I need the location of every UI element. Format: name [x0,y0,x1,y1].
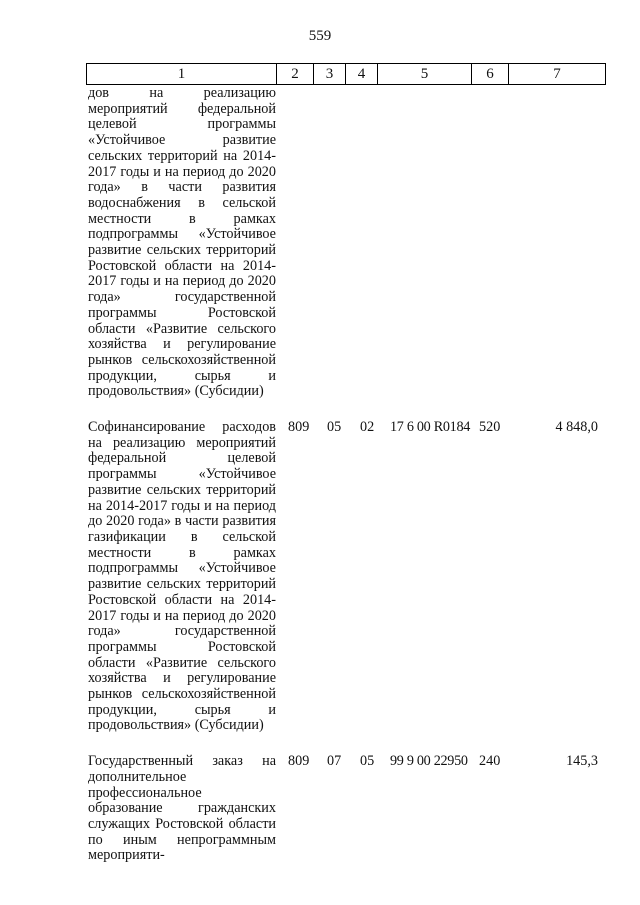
row-amount: 4 848,0 [555,419,598,436]
table-row [0,86,640,400]
column-header-row [86,63,606,85]
row-code-3: 07 [327,753,342,770]
table-row [0,754,640,864]
row-code-2: 809 [288,419,310,436]
table-row [0,420,640,734]
row-code-5: 17 6 00 R0184 [390,419,471,436]
row-description: Государственный заказ на дополнительное профессиональное образование гражданских служащих Ростовской области по иным непрограммным мероприяти- [88,753,276,864]
row-code-4: 02 [360,419,375,436]
row-description: Софинансирование расходов на реализацию мероприятий федеральной целевой программы «Устойчивое развитие сельских территорий на 2014-2017 годы и на период до 2020 года» в части развития газификации в сельской местности в рамках подпрограммы «Устойчивое развитие сельских территорий Ростовской области на 2014-2017 годы и на период до 2020 года» государственной программы Ростовской области «Развитие сельского хозяйства и регулирование рынков сельскохозяйственной продукции, сырья и продовольствия» (Субсидии) [88,419,276,734]
column-header-2: 2 [277,64,314,85]
table-body [0,86,640,884]
row-code-4: 05 [360,753,375,770]
row-description: дов на реализацию мероприятий федеральной целевой программы «Устойчивое развитие сельских территорий на 2014-2017 годы и на период до 2020 года» в части развития водоснабжения в сельской местности в рамках подпрограммы «Устойчивое развитие сельских территорий Ростовской области на 2014-2017 годы и на период до 2020 года» государственной программы Ростовской области «Развитие сельского хозяйства и регулирование рынков сельскохозяйственной продукции, сырья и продовольствия» (Субсидии) [88,85,276,400]
column-header-5: 5 [378,64,472,85]
column-header-3: 3 [314,64,346,85]
column-header-7: 7 [509,64,606,85]
column-header-4: 4 [346,64,378,85]
row-code-2: 809 [288,753,310,770]
row-code-3: 05 [327,419,342,436]
row-amount: 145,3 [566,753,598,770]
column-header-6: 6 [472,64,509,85]
page-number: 559 [308,28,332,44]
row-code-5: 99 9 00 22950 [390,753,468,770]
row-code-6: 240 [479,753,501,770]
row-code-6: 520 [479,419,501,436]
column-header-1: 1 [87,64,277,85]
